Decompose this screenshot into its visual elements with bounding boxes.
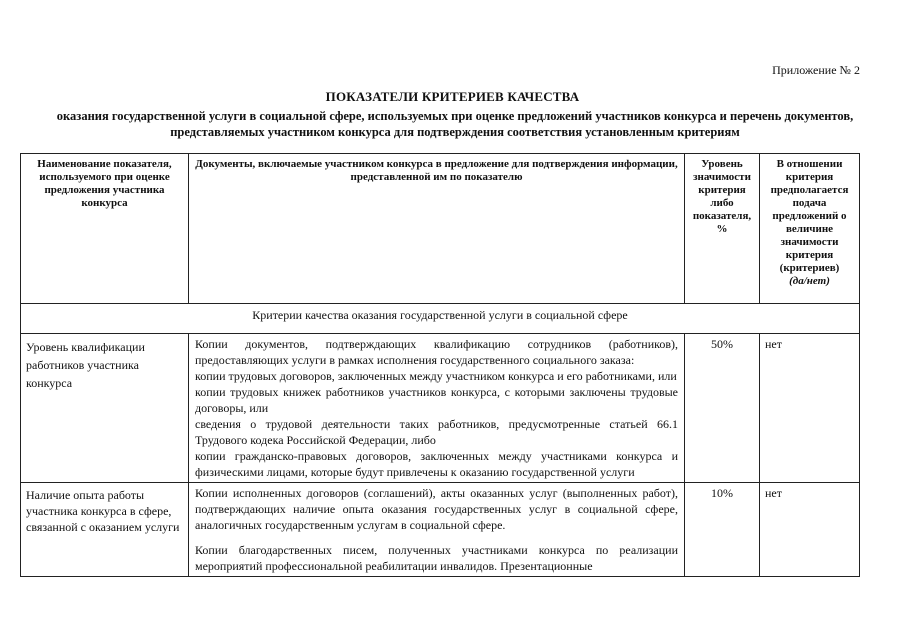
paragraph-gap [195,533,678,542]
document-item: копии гражданско-правовых договоров, заключенных между участниками конкурса и физическими лицами, которые будут привлечены к оказанию государственной услуги [195,449,678,479]
table-row [21,334,860,483]
document-item: Копии благодарственных писем, полученных участниками конкурса по реализации мероприятий профессиональной реабилитации инвалидов. Презентационные [195,543,678,573]
offer-cell: нет [760,334,860,483]
document-item: Копии документов, подтверждающих квалификацию сотрудников (работников), предоставляющих услуги в рамках исполнения государственного социального заказа: [195,337,678,367]
indicator-cell: Уровень квалификации работников участника конкурса [21,334,189,483]
document-subtitle: оказания государственной услуги в социальной сфере, используемых при оценке предложений участников конкурса и перечень документов, представляемых участником конкурса для подтверждения соответствия установленным критериям [56,109,854,139]
header-indicator: Наименование показателя, используемого при оценке предложения участника конкурса [21,154,189,304]
document-item: копии трудовых договоров, заключенных между участником конкурса и его работниками, или [195,369,677,383]
documents-cell [189,334,685,483]
table-row [21,483,860,577]
weight-cell: 50% [685,334,760,483]
section-row [21,304,860,334]
criteria-table [20,153,860,577]
documents-cell [189,483,685,577]
indicator-cell: Наличие опыта работы участника конкурса в сфере, связанной с оказанием услуги [21,483,189,577]
header-offer [760,154,860,304]
document-title: ПОКАЗАТЕЛИ КРИТЕРИЕВ КАЧЕСТВА [325,89,580,104]
header-offer-main: В отношении критерия предполагается подача предложений о величине значимости критерия (критериев) [770,158,849,274]
offer-cell: нет [760,483,860,577]
weight-cell: 10% [685,483,760,577]
document-item: сведения о трудовой деятельности таких работников, предусмотренные статьей 66.1 Трудового кодека Российской Федерации, либо [195,417,678,447]
document-item: копии трудовых книжек работников участников конкурса, с которыми заключены трудовые договоры, или [195,385,678,415]
table-header-row [21,154,860,304]
section-title: Критерии качества оказания государственной услуги в социальной сфере [21,304,860,334]
header-weight: Уровень значимости критерия либо показателя, % [685,154,760,304]
appendix-label: Приложение № 2 [772,63,860,77]
header-offer-note: (да/нет) [789,275,830,287]
document-item: Копии исполненных договоров (соглашений), акты оказанных услуг (выполненных работ), подтверждающих наличие опыта оказания государственных услуг в социальной сфере, аналогичных государственным услугам в социальной сфере. [195,486,678,532]
header-documents: Документы, включаемые участником конкурса в предложение для подтверждения информации, представленной им по показателю [189,154,685,304]
